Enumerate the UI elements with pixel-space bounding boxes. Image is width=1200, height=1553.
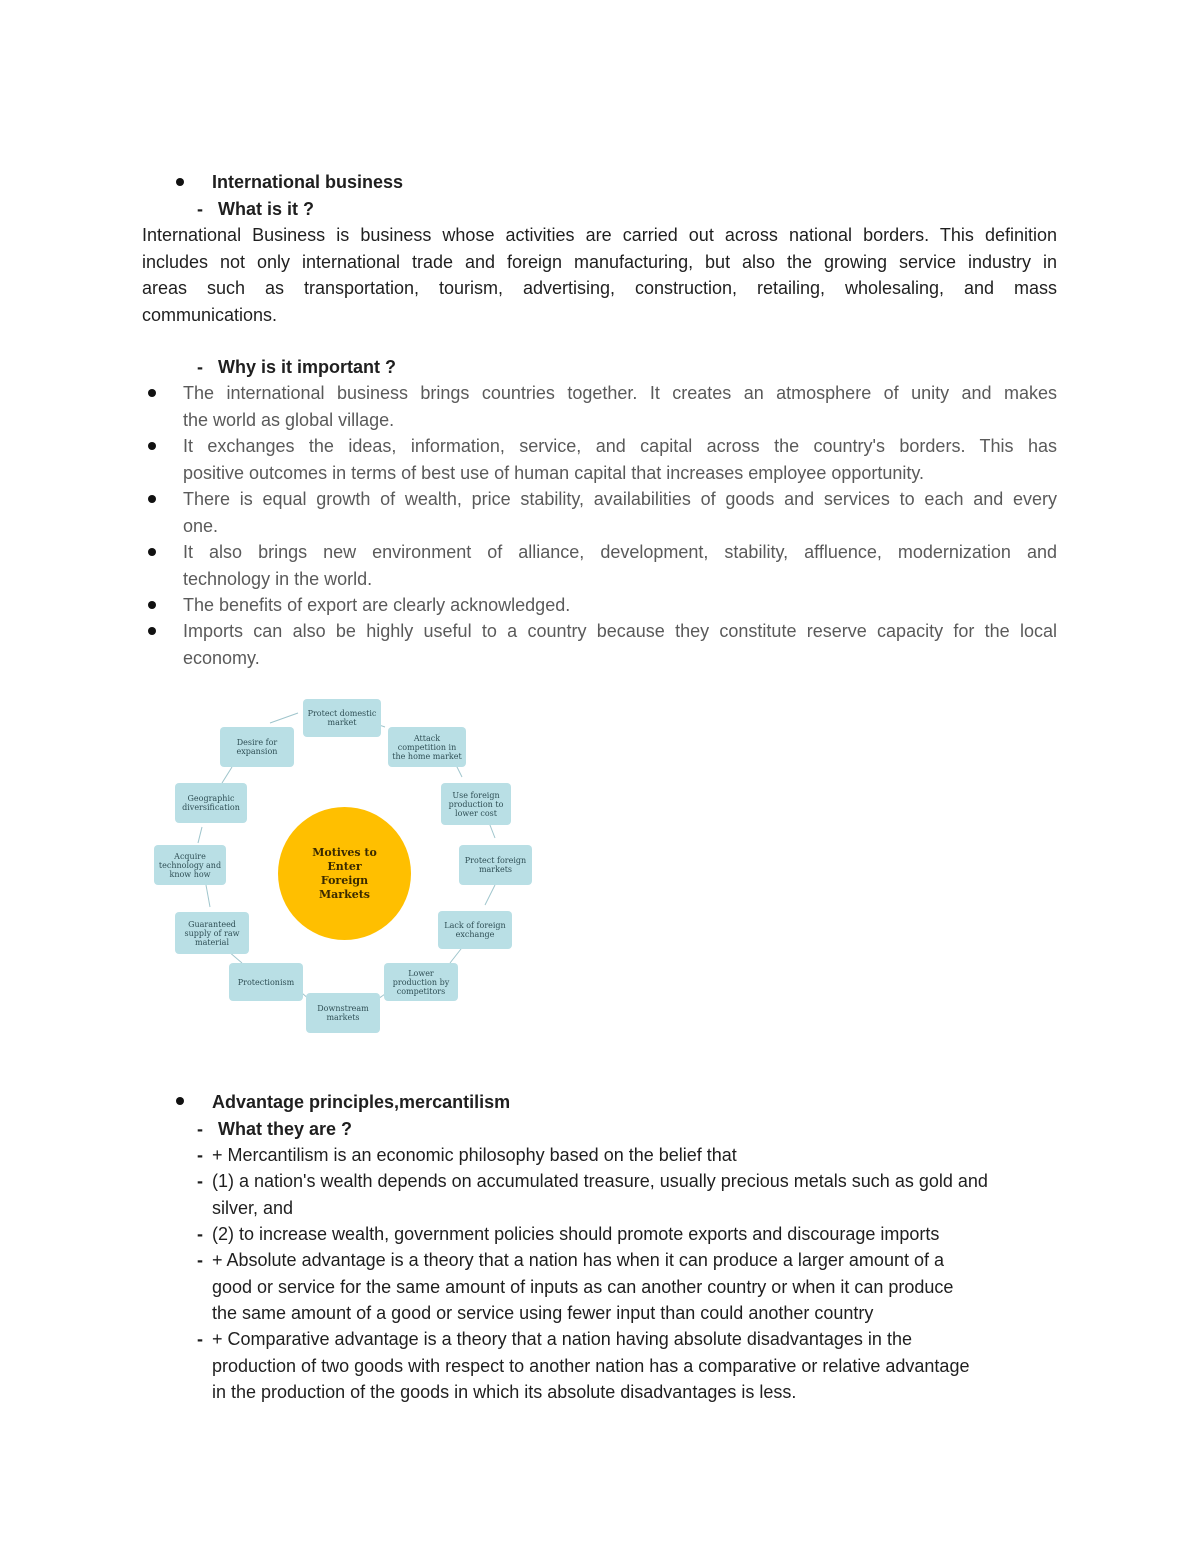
point-bullet [148,442,156,450]
diagram-node: Downstream markets [306,993,380,1033]
diagram-node: Desire for expansion [220,727,294,767]
comparative-advantage-item [212,1326,1057,1406]
item-line: silver, and [212,1197,294,1218]
motives-diagram [150,695,540,1040]
point-bullet [148,601,156,609]
diagram-node: Lower production by competitors [384,963,458,1001]
point-line: technology in the world. [183,568,373,589]
point-item [183,592,1057,619]
dash-marker: - [197,357,203,377]
absolute-advantage-item [212,1247,1057,1327]
item-line: (1) a nation's wealth depends on accumulated treasure, usually precious metals such as gold and [212,1171,988,1191]
definition-paragraph [142,222,1057,328]
point-line: economy. [183,647,260,668]
diagram-node: Acquire technology and know how [154,845,226,885]
point-bullet [148,548,156,556]
diagram-node: Geographic diversification [175,783,247,823]
section-heading-advantage-principles: Advantage principles,mercantilism [212,1092,511,1112]
mercantilism-item [212,1168,1057,1221]
dash-marker: - [197,1145,203,1165]
point-bullet [148,495,156,503]
dash-marker: - [197,1250,203,1270]
point-item [183,486,1057,539]
mercantilism-item: + Mercantilism is an economic philosophy based on the belief that [212,1145,737,1165]
point-line: It exchanges the ideas, information, service, and capital across the country's borders. This has [183,436,1057,456]
diagram-node: Use foreign production to lower cost [441,783,511,825]
item-line: in the production of the goods in which its absolute disadvantages is less. [212,1382,797,1402]
point-item [183,433,1057,486]
diagram-node: Protectionism [229,963,303,1001]
point-line: one. [183,515,219,536]
diagram-center-circle: Motives to Enter Foreign Markets [278,807,411,940]
dash-marker: - [197,1119,203,1139]
item-line: + Absolute advantage is a theory that a nation has when it can produce a larger amount of a [212,1250,944,1270]
point-item [183,618,1057,671]
definition-line: includes not only international trade and foreign manufacturing, but also the growing service industry in [142,251,1057,272]
diagram-node: Guaranteed supply of raw material [175,912,249,954]
item-line: + Comparative advantage is a theory that a nation having absolute disadvantages in the [212,1329,912,1349]
dash-marker: - [197,1224,203,1244]
point-bullet [148,627,156,635]
mercantilism-item: (2) to increase wealth, government policies should promote exports and discourage imports [212,1224,940,1244]
section-heading-international-business: International business [212,172,404,192]
point-line: There is equal growth of wealth, price stability, availabilities of goods and services to each and every [183,489,1057,509]
diagram-node: Protect domestic market [303,699,381,737]
point-item [183,539,1057,592]
point-bullet [148,389,156,397]
subheading-what-is-it: What is it ? [218,199,314,219]
item-line: the same amount of a good or service using fewer input than could another country [212,1303,874,1323]
point-line: positive outcomes in terms of best use of human capital that increases employee opportunity. [183,462,925,483]
definition-line: areas such as transportation, tourism, advertising, construction, retailing, wholesaling, and mass [142,278,1057,298]
point-line: The international business brings countries together. It creates an atmosphere of unity and makes [183,383,1057,403]
dash-marker: - [197,1329,203,1349]
definition-line: communications. [142,304,278,325]
item-line: good or service for the same amount of inputs as can another country or when it can produce [212,1276,954,1297]
point-line: The benefits of export are clearly acknowledged. [183,595,571,615]
subheading-why-important: Why is it important ? [218,357,396,377]
subheading-what-they-are: What they are ? [218,1119,353,1139]
diagram-node: Lack of foreign exchange [438,911,512,949]
point-line: It also brings new environment of alliance, development, stability, affluence, modernization and [183,542,1057,562]
diagram-node: Attack competition in the home market [388,727,466,767]
definition-line: International Business is business whose activities are carried out across national borders. This definition [142,225,1057,245]
heading-bullet [176,178,184,186]
point-line: the world as global village. [183,409,395,430]
point-item [183,380,1057,433]
dash-marker: - [197,1171,203,1191]
dash-marker: - [197,199,203,219]
diagram-node: Protect foreign markets [459,845,532,885]
point-line: Imports can also be highly useful to a country because they constitute reserve capacity for the local [183,621,1057,641]
heading-bullet [176,1097,184,1105]
item-line: production of two goods with respect to another nation has a comparative or relative advantage [212,1355,970,1376]
